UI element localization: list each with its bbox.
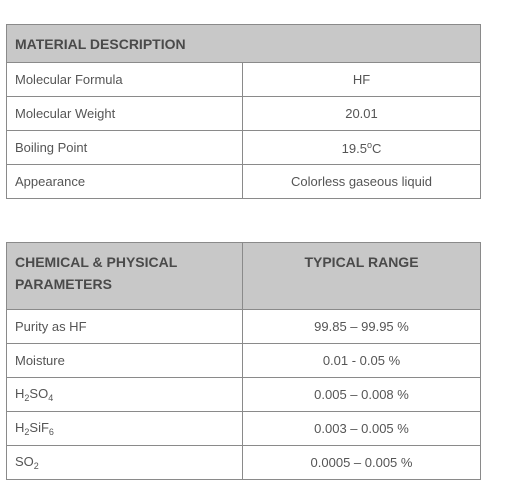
table-row bbox=[7, 378, 481, 412]
row-label: Purity as HF bbox=[7, 310, 243, 344]
boiling-point-unit: C bbox=[371, 140, 382, 156]
row-label: Molecular Weight bbox=[7, 97, 243, 131]
table-row bbox=[7, 131, 481, 165]
table-header-row bbox=[7, 25, 481, 63]
formula-subscript: 4 bbox=[48, 393, 54, 403]
formula-part: SO bbox=[15, 454, 34, 469]
row-label bbox=[7, 378, 243, 412]
row-value: Colorless gaseous liquid bbox=[243, 165, 481, 199]
chemical-physical-parameters-table bbox=[6, 242, 481, 480]
parameters-header: CHEMICAL & PHYSICAL PARAMETERS bbox=[7, 243, 243, 310]
formula-part: H bbox=[15, 386, 25, 401]
row-value: 20.01 bbox=[243, 97, 481, 131]
row-label: Molecular Formula bbox=[7, 63, 243, 97]
row-value bbox=[243, 131, 481, 165]
row-value: 0.005 – 0.008 % bbox=[243, 378, 481, 412]
table-row bbox=[7, 97, 481, 131]
formula-part: SO bbox=[29, 386, 49, 401]
row-label: Appearance bbox=[7, 165, 243, 199]
table-header-row bbox=[7, 243, 481, 310]
row-value: 0.003 – 0.005 % bbox=[243, 412, 481, 446]
row-value: HF bbox=[243, 63, 481, 97]
formula-subscript: 2 bbox=[33, 461, 39, 471]
degree-superscript: o bbox=[366, 139, 372, 150]
table-row bbox=[7, 344, 481, 378]
row-label: Boiling Point bbox=[7, 131, 243, 165]
table-row bbox=[7, 310, 481, 344]
table-row bbox=[7, 165, 481, 199]
row-value: 99.85 – 99.95 % bbox=[243, 310, 481, 344]
boiling-point-number: 19.5 bbox=[341, 140, 367, 156]
formula-part: H bbox=[15, 420, 25, 435]
material-description-table bbox=[6, 24, 481, 199]
typical-range-header: TYPICAL RANGE bbox=[243, 243, 481, 310]
row-label: Moisture bbox=[7, 344, 243, 378]
row-label bbox=[7, 446, 243, 480]
row-value: 0.0005 – 0.005 % bbox=[243, 446, 481, 480]
table-row bbox=[7, 446, 481, 480]
formula-part: SiF bbox=[29, 420, 49, 435]
formula-subscript: 2 bbox=[24, 427, 30, 437]
row-value: 0.01 - 0.05 % bbox=[243, 344, 481, 378]
table-row bbox=[7, 63, 481, 97]
material-description-header: MATERIAL DESCRIPTION bbox=[7, 25, 481, 63]
row-label bbox=[7, 412, 243, 446]
formula-subscript: 2 bbox=[24, 393, 30, 403]
formula-subscript: 6 bbox=[48, 427, 54, 437]
table-row bbox=[7, 412, 481, 446]
